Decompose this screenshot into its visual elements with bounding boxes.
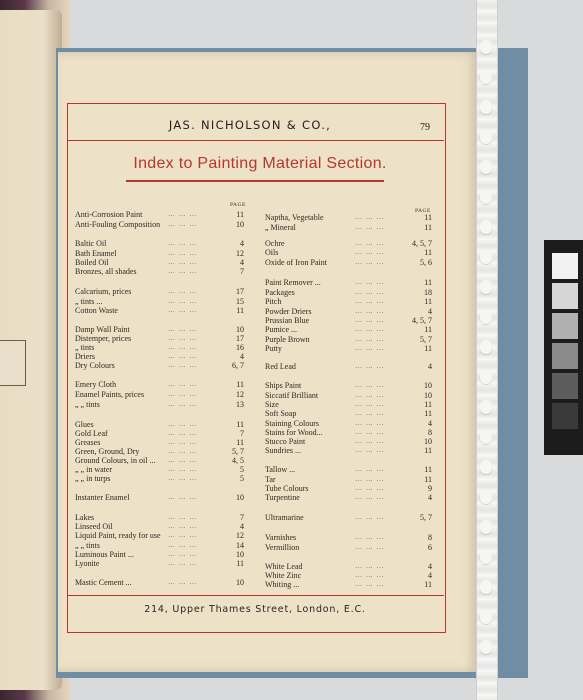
entry-page: 11 xyxy=(424,344,432,353)
leader-dots: … … … xyxy=(168,390,198,398)
leader-dots: … … … xyxy=(355,437,385,445)
entry-text: Distemper, prices xyxy=(75,334,132,343)
entry-page: 9 xyxy=(428,484,432,493)
entry-text: Instanter Enamel xyxy=(75,493,130,502)
entry-page: 10 xyxy=(236,325,244,334)
entry-text: Varnishes xyxy=(265,533,297,542)
footer-rule xyxy=(67,595,444,596)
right-entry xyxy=(265,248,432,257)
swatch-dark-gray xyxy=(552,373,578,399)
entry-page: 13 xyxy=(236,400,244,409)
entry-text: Mastic Cement ... xyxy=(75,578,132,587)
entry-text: Damp Wall Paint xyxy=(75,325,130,334)
entry-text: Purple Brown xyxy=(265,335,310,344)
right-entry xyxy=(265,571,432,580)
entry-page: 4, 5 xyxy=(232,456,244,465)
left-page-column-label: PAGE xyxy=(230,202,246,208)
entry-page: 11 xyxy=(424,475,432,484)
entry-page: 11 xyxy=(424,580,432,589)
entry-text: Oils xyxy=(265,248,279,257)
entry-page: 11 xyxy=(236,559,244,568)
leader-dots: … … … xyxy=(168,550,198,558)
right-entry xyxy=(265,513,432,522)
right-entry xyxy=(265,258,432,267)
right-entry xyxy=(265,400,432,409)
leader-dots: … … … xyxy=(168,420,198,428)
ribbon-bead xyxy=(480,640,492,654)
entry-text: Greases xyxy=(75,438,101,447)
entry-page: 11 xyxy=(236,306,244,315)
index-title: Index to Painting Material Section. xyxy=(133,155,387,172)
right-entry xyxy=(265,543,432,552)
left-entry xyxy=(75,306,244,315)
entry-text: Dry Colours xyxy=(75,361,115,370)
leader-dots: … … … xyxy=(168,380,198,388)
leader-dots: … … … xyxy=(355,543,385,551)
entry-page: 11 xyxy=(236,380,244,389)
entry-text: Ochre xyxy=(265,239,285,248)
ribbon-bead xyxy=(480,520,492,534)
entry-text: Powder Driers xyxy=(265,307,312,316)
left-entry xyxy=(75,297,244,306)
entry-text: Ground Colours, in oil ... xyxy=(75,456,156,465)
leader-dots: … … … xyxy=(168,258,198,266)
entry-text: Putty xyxy=(265,344,282,353)
leader-dots: … … … xyxy=(168,522,198,530)
leader-dots: … … … xyxy=(355,465,385,473)
entry-text: Baltic Oil xyxy=(75,239,107,248)
entry-text: Tar xyxy=(265,475,276,484)
left-entry xyxy=(75,522,244,531)
entry-page: 10 xyxy=(236,578,244,587)
entry-text: White Lead xyxy=(265,562,303,571)
right-entry xyxy=(265,428,432,437)
entry-text: „ „ in water xyxy=(75,465,113,474)
leader-dots: … … … xyxy=(355,419,385,427)
entry-page: 11 xyxy=(424,409,432,418)
entry-page: 7 xyxy=(240,267,244,276)
header-rule xyxy=(67,140,444,141)
leader-dots: … … … xyxy=(355,258,385,266)
entry-text: Anti-Fouling Composition xyxy=(75,220,161,229)
ribbon-bead xyxy=(480,550,492,564)
leader-dots: … … … xyxy=(355,580,385,588)
leader-dots: … … … xyxy=(355,484,385,492)
entry-page: 10 xyxy=(424,381,432,390)
leader-dots: … … … xyxy=(355,316,385,324)
entry-page: 11 xyxy=(424,248,432,257)
entry-text: Packages xyxy=(265,288,295,297)
ribbon-bead xyxy=(480,130,492,144)
entry-page: 11 xyxy=(236,420,244,429)
leader-dots: … … … xyxy=(168,559,198,567)
left-entry xyxy=(75,550,244,559)
ribbon-bead xyxy=(480,160,492,174)
footer-address: 214, Upper Thames Street, London, E.C. xyxy=(144,604,366,615)
left-entry xyxy=(75,325,244,334)
entry-text: Oxide of Iron Paint xyxy=(265,258,327,267)
entry-text: Emery Cloth xyxy=(75,380,117,389)
entry-text: Staining Colours xyxy=(265,419,320,428)
entry-page: 4, 5, 7 xyxy=(412,316,432,325)
right-entry xyxy=(265,325,432,334)
left-entry xyxy=(75,429,244,438)
title-underline xyxy=(126,180,384,182)
leader-dots: … … … xyxy=(168,531,198,539)
right-entry xyxy=(265,278,432,287)
entry-text: Paint Remover ... xyxy=(265,278,321,287)
entry-page: 5, 7 xyxy=(420,513,432,522)
entry-text: Whiting ... xyxy=(265,580,300,589)
left-entry xyxy=(75,447,244,456)
leader-dots: … … … xyxy=(355,562,385,570)
leader-dots: … … … xyxy=(168,438,198,446)
leader-dots: … … … xyxy=(168,343,198,351)
leader-dots: … … … xyxy=(355,335,385,343)
leader-dots: … … … xyxy=(168,239,198,247)
entry-page: 7 xyxy=(240,513,244,522)
left-entry xyxy=(75,239,244,248)
swatch-gray xyxy=(552,313,578,339)
entry-text: Siccatif Brilliant xyxy=(265,391,319,400)
leader-dots: … … … xyxy=(355,288,385,296)
ribbon-bead xyxy=(480,490,492,504)
leader-dots: … … … xyxy=(355,325,385,333)
entry-page: 11 xyxy=(236,438,244,447)
entry-page: 15 xyxy=(236,297,244,306)
leader-dots: … … … xyxy=(355,513,385,521)
ribbon-bead xyxy=(480,340,492,354)
right-entry xyxy=(265,307,432,316)
right-entry xyxy=(265,381,432,390)
left-entry xyxy=(75,343,244,352)
entry-text: Bath Enamel xyxy=(75,249,117,258)
right-entry xyxy=(265,288,432,297)
leader-dots: … … … xyxy=(168,578,198,586)
ribbon-bead xyxy=(480,400,492,414)
leader-dots: … … … xyxy=(355,493,385,501)
entry-page: 4 xyxy=(240,258,244,267)
ribbon-bead xyxy=(480,430,492,444)
leader-dots: … … … xyxy=(355,239,385,247)
right-entry xyxy=(265,484,432,493)
entry-text: Vermillion xyxy=(265,543,300,552)
ribbon-bead xyxy=(480,250,492,264)
leader-dots: … … … xyxy=(355,381,385,389)
right-entry xyxy=(265,533,432,542)
leader-dots: … … … xyxy=(355,344,385,352)
entry-text: Linseed Oil xyxy=(75,522,113,531)
entry-page: 4 xyxy=(428,362,432,371)
right-entry xyxy=(265,391,432,400)
entry-text: „ „ tints xyxy=(75,541,100,550)
entry-text: Ships Paint xyxy=(265,381,302,390)
left-entry xyxy=(75,352,244,361)
ribbon-bead xyxy=(480,70,492,84)
right-entry xyxy=(265,580,432,589)
entry-text: Stains for Wood... xyxy=(265,428,323,437)
entry-page: 4 xyxy=(240,352,244,361)
leader-dots: … … … xyxy=(168,456,198,464)
leader-dots: … … … xyxy=(355,248,385,256)
ribbon-bead xyxy=(480,220,492,234)
entry-text: Driers xyxy=(75,352,95,361)
entry-page: 14 xyxy=(236,541,244,550)
entry-page: 11 xyxy=(424,297,432,306)
left-entry xyxy=(75,456,244,465)
ribbon-bead xyxy=(480,190,492,204)
left-entry xyxy=(75,361,244,370)
right-entry xyxy=(265,446,432,455)
entry-text: Size xyxy=(265,400,279,409)
entry-text: Gold Leaf xyxy=(75,429,108,438)
entry-page: 11 xyxy=(424,446,432,455)
entry-page: 11 xyxy=(424,223,432,232)
ribbon-bead xyxy=(480,40,492,54)
leader-dots: … … … xyxy=(168,400,198,408)
entry-page: 10 xyxy=(236,493,244,502)
leader-dots: … … … xyxy=(168,474,198,482)
leader-dots: … … … xyxy=(168,352,198,360)
entry-page: 4 xyxy=(428,419,432,428)
left-entry xyxy=(75,258,244,267)
right-entry xyxy=(265,344,432,353)
leader-dots: … … … xyxy=(355,475,385,483)
swatch-white xyxy=(552,253,578,279)
entry-page: 10 xyxy=(424,437,432,446)
entry-page: 18 xyxy=(424,288,432,297)
entry-text: Boiled Oil xyxy=(75,258,109,267)
right-entry xyxy=(265,335,432,344)
entry-page: 11 xyxy=(424,465,432,474)
left-entry xyxy=(75,493,244,502)
right-page-column-label: PAGE xyxy=(415,208,431,214)
left-entry xyxy=(75,438,244,447)
left-entry xyxy=(75,220,244,229)
leader-dots: … … … xyxy=(168,249,198,257)
swatch-darker-gray xyxy=(552,403,578,429)
entry-page: 12 xyxy=(236,249,244,258)
right-entry xyxy=(265,316,432,325)
right-entry xyxy=(265,475,432,484)
leader-dots: … … … xyxy=(355,400,385,408)
leader-dots: … … … xyxy=(168,306,198,314)
left-entry xyxy=(75,380,244,389)
left-entry xyxy=(75,420,244,429)
leader-dots: … … … xyxy=(168,297,198,305)
leader-dots: … … … xyxy=(168,513,198,521)
entry-page: 12 xyxy=(236,531,244,540)
swatch-mid-gray xyxy=(552,343,578,369)
entry-page: 11 xyxy=(424,325,432,334)
right-entry xyxy=(265,465,432,474)
entry-text: Calcarium, prices xyxy=(75,287,132,296)
entry-text: Luminous Paint ... xyxy=(75,550,134,559)
ribbon-bead xyxy=(480,310,492,324)
leader-dots: … … … xyxy=(355,278,385,286)
left-entry xyxy=(75,400,244,409)
right-entry xyxy=(265,409,432,418)
entry-text: Prussian Blue xyxy=(265,316,310,325)
left-entry xyxy=(75,287,244,296)
right-entry xyxy=(265,297,432,306)
entry-text: „ Mineral xyxy=(265,223,296,232)
ribbon-bead xyxy=(480,370,492,384)
entry-page: 6, 7 xyxy=(232,361,244,370)
swatch-light-gray xyxy=(552,283,578,309)
left-entry xyxy=(75,334,244,343)
leader-dots: … … … xyxy=(355,362,385,370)
entry-page: 8 xyxy=(428,533,432,542)
left-entry xyxy=(75,559,244,568)
leader-dots: … … … xyxy=(355,213,385,221)
right-entry xyxy=(265,419,432,428)
entry-text: Red Lead xyxy=(265,362,296,371)
left-entry xyxy=(75,390,244,399)
entry-page: 11 xyxy=(424,278,432,287)
leader-dots: … … … xyxy=(355,428,385,436)
right-entry xyxy=(265,493,432,502)
entry-text: Stucco Paint xyxy=(265,437,306,446)
entry-text: „ „ in turps xyxy=(75,474,111,483)
entry-page: 4, 5, 7 xyxy=(412,239,432,248)
entry-page: 8 xyxy=(428,428,432,437)
entry-text: „ tints xyxy=(75,343,95,352)
left-entry xyxy=(75,210,244,219)
entry-text: Pumice ... xyxy=(265,325,297,334)
entry-text: Tallow ... xyxy=(265,465,296,474)
leader-dots: … … … xyxy=(168,361,198,369)
page-number: 79 xyxy=(420,122,430,133)
left-entry xyxy=(75,531,244,540)
left-entry xyxy=(75,267,244,276)
right-entry xyxy=(265,239,432,248)
entry-page: 5, 7 xyxy=(232,447,244,456)
entry-page: 12 xyxy=(236,390,244,399)
left-entry xyxy=(75,474,244,483)
entry-page: 7 xyxy=(240,429,244,438)
entry-text: Naptha, Vegetable xyxy=(265,213,324,222)
leader-dots: … … … xyxy=(355,391,385,399)
entry-page: 11 xyxy=(236,210,244,219)
leader-dots: … … … xyxy=(168,325,198,333)
entry-page: 4 xyxy=(240,239,244,248)
entry-text: Enamel Paints, prices xyxy=(75,390,145,399)
leader-dots: … … … xyxy=(168,447,198,455)
entry-page: 4 xyxy=(428,307,432,316)
entry-text: Sundries ... xyxy=(265,446,301,455)
leader-dots: … … … xyxy=(168,267,198,275)
entry-page: 10 xyxy=(236,550,244,559)
right-entry xyxy=(265,213,432,222)
ribbon-bead xyxy=(480,280,492,294)
entry-page: 4 xyxy=(240,522,244,531)
entry-text: White Zinc xyxy=(265,571,302,580)
leader-dots: … … … xyxy=(355,533,385,541)
entry-text: Soft Soap xyxy=(265,409,297,418)
entry-page: 10 xyxy=(236,220,244,229)
left-entry xyxy=(75,513,244,522)
ribbon-bead xyxy=(480,580,492,594)
left-entry xyxy=(75,249,244,258)
entry-page: 5, 7 xyxy=(420,335,432,344)
leader-dots: … … … xyxy=(355,409,385,417)
right-entry xyxy=(265,437,432,446)
leader-dots: … … … xyxy=(168,493,198,501)
entry-text: Liquid Paint, ready for use xyxy=(75,531,161,540)
entry-page: 11 xyxy=(424,400,432,409)
leader-dots: … … … xyxy=(168,220,198,228)
leader-dots: … … … xyxy=(355,571,385,579)
entry-text: Tube Colours xyxy=(265,484,309,493)
left-entry xyxy=(75,578,244,587)
entry-page: 4 xyxy=(428,571,432,580)
entry-page: 11 xyxy=(424,213,432,222)
entry-page: 16 xyxy=(236,343,244,352)
ribbon-bead xyxy=(480,610,492,624)
entry-page: 5 xyxy=(240,465,244,474)
leader-dots: … … … xyxy=(168,334,198,342)
leader-dots: … … … xyxy=(355,223,385,231)
entry-text: Anti-Corrosion Paint xyxy=(75,210,143,219)
entry-page: 5, 6 xyxy=(420,258,432,267)
leader-dots: … … … xyxy=(355,446,385,454)
left-entry xyxy=(75,465,244,474)
leader-dots: … … … xyxy=(168,429,198,437)
entry-text: „ „ tints xyxy=(75,400,100,409)
company-name: JAS. NICHOLSON & CO., xyxy=(168,118,332,132)
entry-text: Turpentine xyxy=(265,493,300,502)
entry-text: Pitch xyxy=(265,297,282,306)
entry-text: Glues xyxy=(75,420,94,429)
entry-page: 4 xyxy=(428,562,432,571)
entry-text: Bronzes, all shades xyxy=(75,267,137,276)
leader-dots: … … … xyxy=(168,210,198,218)
entry-page: 17 xyxy=(236,334,244,343)
ribbon-bead xyxy=(480,460,492,474)
leader-dots: … … … xyxy=(168,287,198,295)
entry-page: 17 xyxy=(236,287,244,296)
entry-text: „ tints ... xyxy=(75,297,103,306)
right-entry xyxy=(265,562,432,571)
leader-dots: … … … xyxy=(355,297,385,305)
entry-text: Green, Ground, Dry xyxy=(75,447,140,456)
right-entry xyxy=(265,223,432,232)
entry-text: Cotton Waste xyxy=(75,306,118,315)
ribbon-bead xyxy=(480,100,492,114)
entry-page: 6 xyxy=(428,543,432,552)
entry-page: 5 xyxy=(240,474,244,483)
entry-text: Lyonite xyxy=(75,559,100,568)
left-entry xyxy=(75,541,244,550)
leader-dots: … … … xyxy=(355,307,385,315)
entry-page: 4 xyxy=(428,493,432,502)
right-entry xyxy=(265,362,432,371)
entry-page: 10 xyxy=(424,391,432,400)
left-page-label-fragment xyxy=(0,340,26,386)
leader-dots: … … … xyxy=(168,465,198,473)
entry-text: Lakes xyxy=(75,513,95,522)
leader-dots: … … … xyxy=(168,541,198,549)
entry-text: Ultramarine xyxy=(265,513,304,522)
